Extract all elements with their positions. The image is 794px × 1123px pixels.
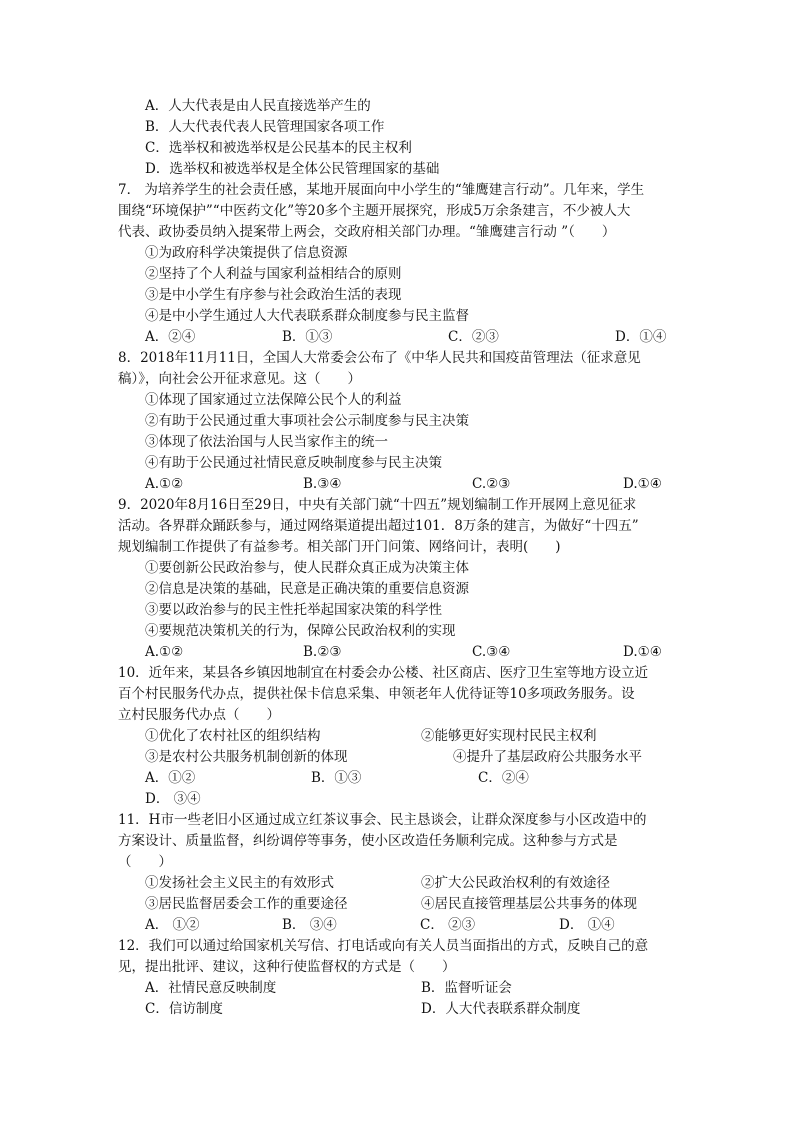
q7-item-4: ④是中小学生通过人大代表联系群众制度参与民主监督 [145,308,469,324]
q7-choice-c: C．②③ [448,329,499,345]
q11-choice-a: A． ①② [145,917,200,933]
exam-page [118,96,678,1020]
q11-stem-line-2: 方案设计、质量监督，纠纷调停等事务，使小区改造任务顺利完成。这种参与方式是 [118,833,618,849]
q7-choice-b: B．①③ [282,329,333,345]
q9-item-3: ③要以政治参与的民主性托举起国家决策的科学性 [145,602,442,618]
q12-stem-line-2: 见，提出批评、建议，这种行使监督权的方式是（ ） [118,959,456,975]
q10-item-1: ①优化了农村社区的组织结构 [145,728,321,744]
q11-item-4: ④居民直接管理基层公共事务的体现 [421,896,637,912]
q11-choices [118,915,678,936]
q9-choice-d: D.①④ [623,644,662,660]
q12-choice-c: C．信访制度 [145,1001,223,1017]
q6-option-b: B．人大代表代表人民管理国家各项工作 [145,119,385,135]
q12-choice-d: D．人大代表联系群众制度 [421,1001,581,1017]
q10-stem-line-3: 立村民服务代办点（ ） [118,707,280,723]
q10-choice-c: C．②④ [478,770,529,786]
q11-item-2: ②扩大公民政治权利的有效途径 [421,875,610,891]
q12-choices-row-2 [118,999,678,1020]
q11-choice-c: C． ②③ [420,917,476,933]
q8-choices [118,474,678,495]
q8-choice-b: B.③④ [303,476,342,492]
q10-item-4: ④提升了基层政府公共服务水平 [453,749,642,765]
q11-item-3: ③居民监督居委会工作的重要途径 [145,896,348,912]
q6-option-a: A．人大代表是由人民直接选举产生的 [145,98,371,114]
q10-choice-a: A．①② [145,770,196,786]
q12-stem-line-1: 12．我们可以通过给国家机关写信、打电话或向有关人员当面指出的方式，反映自己的意 [118,938,649,954]
q9-choice-a: A.①② [145,644,184,660]
q8-item-2: ②有助于公民通过重大事项社会公示制度参与民主决策 [145,413,469,429]
q10-choices [118,768,678,789]
q6-option-c: C．选举权和被选举权是公民基本的民主权利 [145,140,412,156]
q9-choice-c: C.③④ [472,644,511,660]
q7-item-3: ③是中小学生有序参与社会政治生活的表现 [145,287,402,303]
q10-stem-line-1: 10．近年来，某县各乡镇因地制宜在村委会办公楼、社区商店、医疗卫生室等地方设立近 [118,665,649,681]
q8-choice-c: C.②③ [472,476,511,492]
q10-items-row-2 [118,747,678,768]
q10-items-row-1 [118,726,678,747]
q9-stem-line-3: 规划编制工作提供了有益参考。相关部门开门问策、网络问计，表明( ) [118,539,561,555]
q6-option-d: D．选举权和被选举权是全体公民管理国家的基础 [145,161,440,177]
q7-stem-line-1: 7． 为培养学生的社会责任感，某地开展面向中小学生的“雏鹰建言行动”。几年来，学生 [118,182,645,198]
q7-item-1: ①为政府科学决策提供了信息资源 [145,245,348,261]
q10-item-2: ②能够更好实现村民民主权利 [421,728,597,744]
q12-choices-row-1 [118,978,678,999]
q10-stem-line-2: 百个村民服务代办点，提供社保卡信息采集、申领老年人优待证等10多项政务服务。设 [118,686,635,702]
q8-item-3: ③体现了依法治国与人民当家作主的统一 [145,434,388,450]
q8-choice-d: D.①④ [623,476,662,492]
q8-stem-line-2: 稿）》，向社会公开征求意见。这（ ） [118,371,361,387]
q9-choice-b: B.②③ [303,644,342,660]
q7-choice-a: A．②④ [145,329,196,345]
q7-choice-d: D．①④ [615,329,667,345]
q12-choice-b: B．监督听证会 [421,980,512,996]
q11-item-1: ①发扬社会主义民主的有效形式 [145,875,334,891]
q9-item-4: ④要规范决策机关的行为，保障公民政治权利的实现 [145,623,456,639]
q10-item-3: ③是农村公共服务机制创新的体现 [145,749,348,765]
q11-items-row-1 [118,873,678,894]
q9-stem-line-2: 活动。各界群众踊跃参与，通过网络渠道提出超过101．8万条的建言，为做好“十四五” [118,518,639,534]
q11-items-row-2 [118,894,678,915]
q10-choice-b: B．①③ [311,770,362,786]
q8-stem-line-1: 8．2018年11月11日，全国人大常委会公布了《中华人民共和国疫苗管理法（征求意见 [118,350,641,366]
q11-stem-line-1: 11．H市一些老旧小区通过成立红茶议事会、民主恳谈会，让群众深度参与小区改造中的 [118,812,647,828]
q8-item-4: ④有助于公民通过社情民意反映制度参与民主决策 [145,455,442,471]
q7-item-2: ②坚持了个人利益与国家利益相结合的原则 [145,266,402,282]
q11-choice-d: D． ①④ [559,917,615,933]
q7-stem-line-2: 围绕“环境保护”“中医药文化”等20多个主题开展探究，形成5万余条建言，不少被人大 [118,203,631,219]
q11-stem-line-3: （ ） [118,854,172,870]
q9-choices [118,642,678,663]
q9-item-1: ①要创新公民政治参与，使人民群众真正成为决策主体 [145,560,469,576]
q7-stem-line-3: 代表、政协委员纳入提案带上两会，交政府相关部门办理。“雏鹰建言行动 ”（ ） [118,224,616,240]
q11-choice-b: B． ③④ [282,917,337,933]
q8-choice-a: A.①② [145,476,184,492]
q9-stem-line-1: 9．2020年8月16日至29日，中央有关部门就“十四五”规划编制工作开展网上意见征求 [118,497,637,513]
q8-item-1: ①体现了国家通过立法保障公民个人的利益 [145,392,402,408]
q12-choice-a: A．社情民意反映制度 [145,980,277,996]
q7-choices [118,327,678,348]
q9-item-2: ②信息是决策的基础，民意是正确决策的重要信息资源 [145,581,469,597]
q10-choice-d: D． ③④ [145,791,201,807]
